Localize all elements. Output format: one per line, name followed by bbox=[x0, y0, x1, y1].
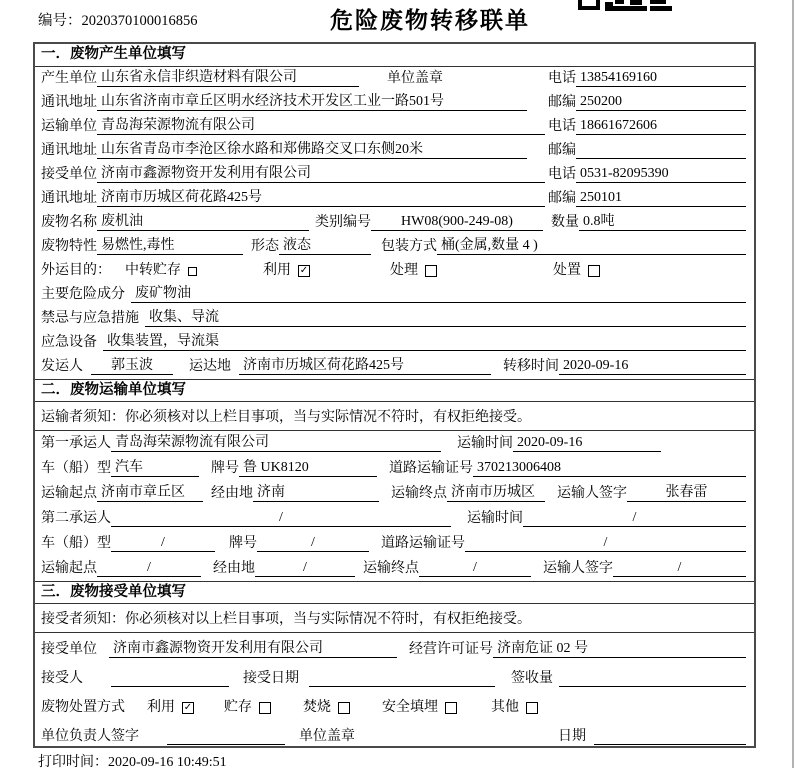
row-equipment bbox=[35, 331, 754, 355]
disposal-landfill-checkbox-unchecked bbox=[445, 702, 457, 714]
receiver-phone-value: 0531-82095390 bbox=[576, 165, 746, 183]
disposal-other-checkbox-unchecked bbox=[526, 702, 538, 714]
form-label: 形态 bbox=[251, 239, 279, 254]
form-value: 液态 bbox=[279, 237, 371, 255]
transporter-zip-value bbox=[576, 141, 746, 159]
hazard-value: 废矿物油 bbox=[131, 285, 746, 303]
taboo-value: 收集、导流 bbox=[145, 309, 746, 327]
transporter-notice: 运输者须知：你必须核对以上栏目事项，当与实际情况不符时，有权拒绝接受。 bbox=[35, 402, 754, 431]
zip-label: 邮编 bbox=[548, 143, 576, 158]
phone-label: 电话 bbox=[548, 119, 576, 134]
vehicle2-value: / bbox=[111, 534, 215, 552]
disposal-store-label: 贮存 bbox=[224, 700, 252, 715]
transporter-address-value: 山东省青岛市李沧区徐水路和郑佛路交叉口东侧20米 bbox=[97, 141, 527, 159]
character-value: 易燃性,毒性 bbox=[97, 237, 243, 255]
phone-label: 电话 bbox=[548, 167, 576, 182]
producer-phone-value: 13854169160 bbox=[576, 69, 746, 87]
row-vehicle2 bbox=[35, 531, 754, 556]
disposal-use-label: 利用 bbox=[147, 700, 175, 715]
pack-value: 桶(金属,数量 4 ) bbox=[437, 237, 746, 255]
page-title: 危险废物转移联单 bbox=[330, 7, 530, 33]
waste-name-label: 废物名称 bbox=[41, 215, 97, 230]
accept-date-value bbox=[309, 669, 495, 687]
hazard-label: 主要危险成分 bbox=[41, 287, 125, 302]
row-receiver-address bbox=[35, 187, 754, 211]
dest-value: 济南市历城区荷花路425号 bbox=[239, 357, 491, 375]
row-waste-name bbox=[35, 211, 754, 235]
row-carrier2 bbox=[35, 506, 754, 531]
purpose-dispose-label: 处置 bbox=[553, 263, 581, 278]
disposal-burn-label: 焚烧 bbox=[303, 700, 331, 715]
serial-value: 2020370100016856 bbox=[81, 13, 198, 29]
code-label: 类别编号 bbox=[315, 215, 371, 230]
print-time-label: 打印时间： bbox=[38, 755, 108, 770]
unit-seal-label: 单位盖章 bbox=[299, 729, 355, 744]
plate-label: 牌号 bbox=[229, 536, 257, 551]
receiver-address-value: 济南市历城区荷花路425号 bbox=[97, 189, 545, 207]
plate-label: 牌号 bbox=[211, 461, 239, 476]
qr-block bbox=[613, 6, 647, 11]
amount-label: 签收量 bbox=[511, 671, 553, 686]
producer-value: 山东省永信非织造材料有限公司 bbox=[97, 69, 359, 87]
via-label: 经由地 bbox=[211, 486, 253, 501]
phone-label: 电话 bbox=[548, 71, 576, 86]
leader-sign-label: 单位负责人签字 bbox=[41, 729, 139, 744]
plate2-value: / bbox=[257, 534, 369, 552]
qr-block bbox=[650, 6, 672, 11]
seal-label: 单位盖章 bbox=[387, 71, 443, 86]
equipment-label: 应急设备 bbox=[41, 335, 97, 350]
acceptor-value bbox=[111, 669, 229, 687]
receiver-notice: 接受者须知：你必须核对以上栏目事项，当与实际情况不符时，有权拒绝接受。 bbox=[35, 604, 754, 633]
amount-value bbox=[559, 669, 746, 687]
qty-label: 数量 bbox=[551, 215, 579, 230]
purpose-treat-checkbox-unchecked bbox=[425, 265, 437, 277]
qr-block bbox=[650, 0, 666, 4]
carrier1-label: 第一承运人 bbox=[41, 436, 111, 451]
qr-block bbox=[630, 0, 642, 5]
origin-label: 运输起点 bbox=[41, 486, 97, 501]
carrier1-value: 青岛海荣源物流有限公司 bbox=[111, 434, 441, 452]
code-value: HW08(900-249-08) bbox=[371, 213, 543, 231]
vehicle-label: 车（船）型 bbox=[41, 461, 111, 476]
row-leader-sign bbox=[35, 720, 754, 749]
purpose-treat-label: 处理 bbox=[390, 263, 418, 278]
disposal-burn-checkbox-unchecked bbox=[338, 702, 350, 714]
row-transporter bbox=[35, 115, 754, 139]
row-route2 bbox=[35, 556, 754, 581]
transport-time1-value: 2020-09-16 bbox=[513, 434, 661, 452]
character-label: 废物特性 bbox=[41, 239, 97, 254]
sign2-value: / bbox=[613, 559, 746, 577]
row-producer bbox=[35, 67, 754, 91]
end-label: 运输终点 bbox=[391, 486, 447, 501]
disposal-other-label: 其他 bbox=[491, 700, 519, 715]
row-accept-unit bbox=[35, 633, 754, 662]
license2-value: / bbox=[465, 534, 746, 552]
vehicle1-value: 汽车 bbox=[111, 459, 199, 477]
transfer-date-label: 转移时间 bbox=[503, 359, 559, 374]
section-1-header: 一．废物产生单位填写 bbox=[35, 44, 754, 67]
purpose-transfer-checkbox-unchecked bbox=[188, 267, 197, 276]
row-receiver bbox=[35, 163, 754, 187]
qty-value: 0.8吨 bbox=[579, 213, 746, 231]
page-edge-divider bbox=[792, 0, 794, 768]
row-producer-address bbox=[35, 91, 754, 115]
sender-label: 发运人 bbox=[41, 359, 83, 374]
permit-label: 经营许可证号 bbox=[409, 642, 493, 657]
accept-unit-label: 接受单位 bbox=[41, 642, 97, 657]
disposal-store-checkbox-unchecked bbox=[259, 702, 271, 714]
row-route1 bbox=[35, 481, 754, 506]
transporter-label: 运输单位 bbox=[41, 119, 97, 134]
sign-label: 运输人签字 bbox=[543, 561, 613, 576]
producer-label: 产生单位 bbox=[41, 71, 97, 86]
dest-label: 运达地 bbox=[189, 359, 231, 374]
print-time-value: 2020-09-16 10:49:51 bbox=[108, 755, 227, 770]
serial-number bbox=[38, 9, 198, 30]
row-sender bbox=[35, 355, 754, 379]
qr-block bbox=[605, 2, 613, 11]
manifest-table bbox=[33, 42, 756, 748]
serial-label: 编号： bbox=[38, 13, 82, 29]
qr-block bbox=[615, 0, 624, 4]
via-label: 经由地 bbox=[213, 561, 255, 576]
address-label: 通讯地址 bbox=[41, 191, 97, 206]
carrier2-label: 第二承运人 bbox=[41, 511, 111, 526]
transport-time-label: 运输时间 bbox=[457, 436, 513, 451]
row-disposal bbox=[35, 691, 754, 720]
waste-name-value: 废机油 bbox=[97, 213, 309, 231]
purpose-transfer-label: 中转贮存 bbox=[125, 263, 181, 278]
zip-label: 邮编 bbox=[548, 191, 576, 206]
section-2-header: 二．废物运输单位填写 bbox=[35, 379, 754, 402]
zip-label: 邮编 bbox=[548, 95, 576, 110]
acceptor-label: 接受人 bbox=[41, 671, 83, 686]
receiver-value: 济南市鑫源物资开发利用有限公司 bbox=[97, 165, 545, 183]
equipment-value: 收集装置，导流渠 bbox=[103, 333, 746, 351]
row-hazard bbox=[35, 283, 754, 307]
end2-value: / bbox=[419, 559, 531, 577]
purpose-label: 外运目的： bbox=[41, 263, 111, 278]
permit-value: 济南危证 02 号 bbox=[493, 640, 746, 658]
address-label: 通讯地址 bbox=[41, 95, 97, 110]
row-purpose bbox=[35, 259, 754, 283]
accept-date-label: 接受日期 bbox=[243, 671, 299, 686]
purpose-use-checkbox-checked: ✓ bbox=[299, 265, 309, 276]
address-label: 通讯地址 bbox=[41, 143, 97, 158]
row-acceptor bbox=[35, 662, 754, 691]
origin2-value: / bbox=[97, 559, 201, 577]
leader-sign-value bbox=[167, 727, 285, 745]
license1-value: 370213006408 bbox=[473, 459, 746, 477]
row-carrier1 bbox=[35, 431, 754, 456]
transport-time2-value: / bbox=[523, 509, 746, 527]
row-waste-character bbox=[35, 235, 754, 259]
section-3-header: 三．废物接受单位填写 bbox=[35, 581, 754, 604]
license-label: 道路运输证号 bbox=[389, 461, 473, 476]
purpose-use-label: 利用 bbox=[263, 263, 291, 278]
plate1-value: 鲁 UK8120 bbox=[239, 459, 377, 477]
carrier2-value: / bbox=[111, 509, 451, 527]
sign1-value: 张春雷 bbox=[627, 484, 746, 502]
date-value bbox=[594, 727, 746, 745]
origin1-value: 济南市章丘区 bbox=[97, 484, 203, 502]
vehicle-label: 车（船）型 bbox=[41, 536, 111, 551]
taboo-label: 禁忌与应急措施 bbox=[41, 311, 139, 326]
transporter-phone-value: 18661672606 bbox=[576, 117, 746, 135]
producer-address-value: 山东省济南市章丘区明水经济技术开发区工业一路501号 bbox=[97, 93, 527, 111]
transporter-value: 青岛海荣源物流有限公司 bbox=[97, 117, 545, 135]
end-label: 运输终点 bbox=[363, 561, 419, 576]
disposal-use-checkbox-checked: ✓ bbox=[183, 702, 193, 713]
license-label: 道路运输证号 bbox=[381, 536, 465, 551]
qr-code-fragment-icon bbox=[578, 0, 690, 11]
row-taboo bbox=[35, 307, 754, 331]
print-time bbox=[38, 751, 227, 771]
end1-value: 济南市历城区 bbox=[447, 484, 545, 502]
sender-value: 郭玉波 bbox=[91, 357, 173, 375]
transport-time-label: 运输时间 bbox=[467, 511, 523, 526]
row-vehicle1 bbox=[35, 456, 754, 481]
transfer-date-value: 2020-09-16 bbox=[559, 357, 746, 375]
pack-label: 包装方式 bbox=[381, 239, 437, 254]
sign-label: 运输人签字 bbox=[557, 486, 627, 501]
accept-unit-value: 济南市鑫源物资开发利用有限公司 bbox=[109, 640, 397, 658]
qr-finder-block bbox=[578, 0, 600, 10]
row-transporter-address bbox=[35, 139, 754, 163]
origin-label: 运输起点 bbox=[41, 561, 97, 576]
via1-value: 济南 bbox=[253, 484, 379, 502]
receiver-zip-value: 250101 bbox=[576, 189, 746, 207]
purpose-dispose-checkbox-unchecked bbox=[588, 265, 600, 277]
receiver-label: 接受单位 bbox=[41, 167, 97, 182]
via2-value: / bbox=[255, 559, 355, 577]
producer-zip-value: 250200 bbox=[576, 93, 746, 111]
disposal-landfill-label: 安全填埋 bbox=[382, 700, 438, 715]
disposal-label: 废物处置方式 bbox=[41, 700, 125, 715]
date-label: 日期 bbox=[558, 729, 586, 744]
